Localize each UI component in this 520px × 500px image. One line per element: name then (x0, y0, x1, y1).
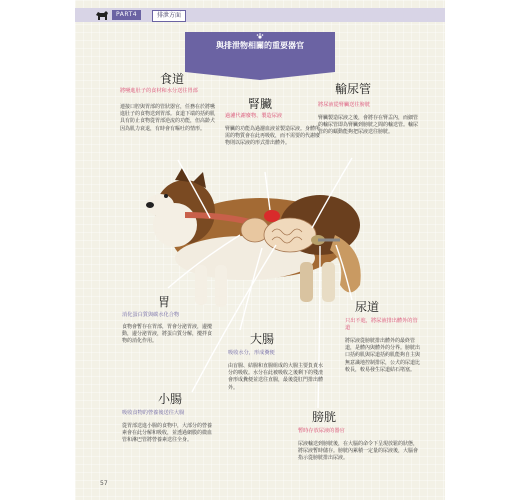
bladder-subtitle: 暫時存放尿液的器官 (298, 428, 345, 434)
page-number: 57 (100, 480, 108, 487)
kidney-heading: 腎臟 (248, 97, 273, 111)
urethra-heading: 尿道 (355, 300, 380, 314)
section-label: 排泄方面 (152, 10, 186, 22)
kidney-description: 腎臟的功能為過濾血液並製造尿液。身體所需的物質會在此再吸收，而不需要的代謝廢物則以尿液的形式排出體外。 (225, 126, 321, 147)
large-intestine-heading: 大腸 (250, 332, 275, 346)
part-label: PART4 (112, 10, 141, 20)
large-intestine-description: 由盲腸、結腸和直腸組成的大腸主要負責水分的吸收。水分在此被吸收之後剩下的殘渣會形成糞便並送往直腸，最後從肛門排出體外。 (228, 363, 324, 391)
page-title: 與排泄物相關的重要器官 (216, 41, 304, 50)
large-intestine-subtitle: 吸收水分，形成糞便 (228, 350, 275, 356)
esophagus-heading: 食道 (160, 72, 185, 86)
urethra-subtitle: 只出不進，將尿液排出體外的管道 (345, 318, 418, 331)
bladder-description: 尿液輸送到膀胱後，在大腦的命令下呈現放鬆的狀態，將尿液暫時儲存。膀胱內累積一定量的尿液後，大腦會指示從膀胱排出尿液。 (298, 441, 419, 462)
ureter-description: 腎臟製造尿液之後，會將存在腎盂內，而細管的輸尿管即為腎臟到膀胱之間的輸送管。輸尿管的的蠕動能夠把尿液送往膀胱。 (318, 115, 419, 136)
small-intestine-description: 從胃部送進小腸的食物中，大部分的營養素會在此分解和吸收，並透過網膜的微血管和淋巴管將營養素送往全身。 (122, 423, 213, 444)
ureter-subtitle: 將尿液從腎臟送往膀胱 (318, 102, 370, 108)
ureter-heading: 輸尿管 (335, 82, 372, 96)
kidney-subtitle: 過濾代謝廢物、製造尿液 (225, 113, 283, 119)
stomach-subtitle: 消化蛋白質與碳水化合物 (122, 312, 180, 318)
small-intestine-heading: 小腸 (158, 392, 183, 406)
bladder-heading: 膀胱 (312, 410, 337, 424)
esophagus-subtitle: 將嚥進肚子的食材和水分送往胃部 (120, 88, 198, 94)
esophagus-description: 連接口腔與胃部的管狀器官，任務在於將嚥進肚子的食物送到胃部。食道下端的括約肌具有防止食物從胃部逆流的功能，但高齡犬因為肌力衰退，有時會有嘔吐的情形。 (120, 104, 216, 132)
stomach-description: 食物會暫存在胃部，胃會分泌胃液，邊攪動，邊分泌胃液，將蛋白質分解，攪拌食物的消化作用。 (122, 324, 213, 345)
small-intestine-subtitle: 吸收食物的營養後送往大腸 (122, 410, 185, 416)
stomach-heading: 胃 (158, 295, 171, 309)
urethra-description: 將尿液從膀胱排出體外的最終管道，是體內與體外的分界。膀胱出口括約肌與尿道括約肌能夠自主與無意識地控制排尿，公犬的尿道比較長，較易發生尿道結石堵塞。 (345, 338, 421, 373)
